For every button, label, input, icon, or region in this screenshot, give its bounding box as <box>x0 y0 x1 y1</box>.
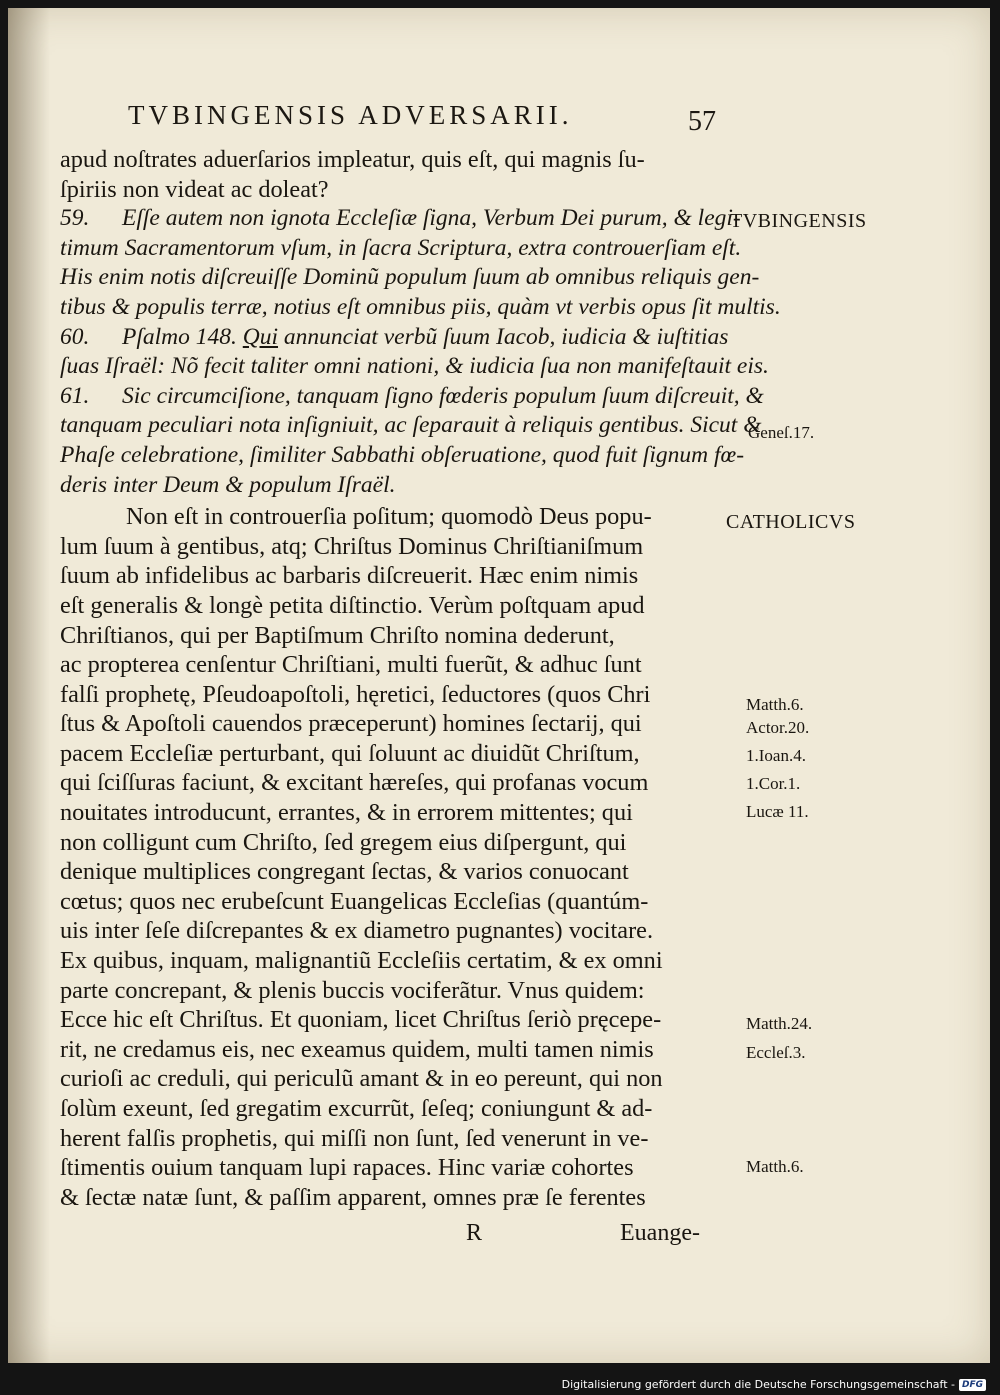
margin-matth6-second: Matth.6. <box>746 1157 804 1176</box>
signature-mark: R <box>466 1220 483 1246</box>
body-line: ac propterea cenſentur Chriſtiani, multi fuerũt, & adhuc ſunt <box>60 651 642 679</box>
body-line: Non eſt in controuerſia poſitum; quomodò Deus popu- <box>126 503 652 531</box>
margin-actor: Actor.20. <box>746 718 810 737</box>
text-line: apud noſtrates aduerſarios impleatur, quis eſt, qui magnis ſu- <box>60 146 645 173</box>
digitization-footer <box>562 1378 986 1391</box>
thesis-line: His enim notis diſcreuiſſe Dominũ populum ſuum ab omnibus reliquis gen- <box>60 264 760 291</box>
body-line: falſi prophetę, Pſeudoapoſtoli, hęretici, ſeductores (quos Chri <box>60 680 651 708</box>
body-line: ſolùm exeunt, ſed gregatim excurrũt, ſeſeq; coniungunt & ad- <box>60 1095 653 1122</box>
body-line: curioſi ac creduli, qui periculũ amant & in eo pereunt, qui non <box>60 1065 663 1093</box>
text-line: ſpiriis non videat ac doleat? <box>60 175 329 203</box>
body-line: Ecce hic eſt Chriſtus. Et quoniam, licet Chriſtus ſeriò pręcepe- <box>60 1006 662 1034</box>
response-block <box>60 502 725 1212</box>
thesis-line: Phaſe celebratione, ſimiliter Sabbathi obſeruatione, quod fuit ſignum fœ- <box>60 441 745 468</box>
margin-genes: Geneſ.17. <box>748 423 815 442</box>
body-line: lum ſuum à gentibus, atq; Chriſtus Dominus Chriſtianiſmum <box>60 532 644 560</box>
footer-text: Digitalisierung gefördert durch die Deutsche Forschungsgemeinschaft - <box>561 1378 955 1391</box>
body-line: ſuum ab infidelibus ac barbaris diſcreuerit. Hæc enim nimis <box>60 562 639 590</box>
margin-catholicus: CATHOLICVS <box>726 511 856 533</box>
body-line: ſtus & Apoſtoli cauendos præceperunt) homines ſectarij, qui <box>60 710 642 738</box>
thesis-number: 60. <box>60 323 90 350</box>
thesis-number: 61. <box>60 382 90 409</box>
thesis-number: 59. <box>60 205 90 232</box>
catchword: Euange- <box>620 1220 700 1246</box>
margin-eccles: Eccleſ.3. <box>746 1043 806 1062</box>
thesis-line: timum Sacramentorum vſum, in ſacra Scriptura, extra controuerſiam eſt. <box>60 234 742 261</box>
body-line: uis inter ſeſe diſcrepantes & ex diametro pugnantes) vocitare. <box>60 917 654 945</box>
body-line: non colligunt cum Chriſto, ſed gregem eius diſpergunt, qui <box>60 828 627 856</box>
thesis-line: 59. Eſſe autem non ignota Eccleſiæ ſigna, Verbum Dei purum, & legi- <box>60 204 725 234</box>
body-line: herent falſis prophetis, qui miſſi non ſunt, ſed venerunt in ve- <box>60 1124 649 1152</box>
margin-lucae: Lucæ 11. <box>746 802 809 821</box>
body-line: pacem Eccleſiæ perturbant, qui ſoluunt ac diuidũt Chriſtum, <box>60 739 640 767</box>
body-line: eſt generalis & longè petita diſtinctio. Verùm poſtquam apud <box>60 591 645 619</box>
body-line: cœtus; quos nec erubeſcunt Euangelicas Eccleſias (quantúm- <box>60 887 649 915</box>
body-line: parte concrepant, & plenis buccis vociferãtur. Vnus quidem: <box>60 976 645 1004</box>
body-line: Ex quibus, inquam, malignantiũ Eccleſiis certatim, & ex omni <box>60 947 663 975</box>
page-fold-shadow <box>8 8 50 1363</box>
margin-matth6: Matth.6. <box>746 695 804 714</box>
thesis-line: tanquam peculiari nota inſigniuit, ac ſeparauit à reliquis gentibus. Sicut & <box>60 412 762 439</box>
body-line: rit, ne credamus eis, nec exeamus quidem, multi tamen nimis <box>60 1035 654 1063</box>
thesis-line: tibus & populis terræ, notius eſt omnibus piis, quàm vt verbis opus ſit multis. <box>60 293 781 320</box>
body-line: denique multiplices congregant ſectas, & varios conuocant <box>60 858 629 886</box>
body-line: nouitates introducunt, errantes, & in errorem mittentes; qui <box>60 799 633 827</box>
page-number: 57 <box>688 106 716 137</box>
thesis-block <box>60 204 781 500</box>
thesis-line: deris inter Deum & populum Iſraël. <box>60 471 396 498</box>
thesis-line: ſuas Iſraël: Nõ fecit taliter omni nationi, & iudicia ſua non manifeſtauit eis. <box>60 353 769 380</box>
margin-cor: 1.Cor.1. <box>746 774 801 793</box>
book-page <box>8 8 990 1363</box>
thesis-line: 61. Sic circumciſione, tanquam ſigno fœderis populum ſuum diſcreuit, & <box>60 382 725 412</box>
running-title: TVBINGENSIS ADVERSARII. <box>128 100 573 130</box>
margin-ioan: 1.Ioan.4. <box>746 746 806 765</box>
body-line: Chriſtianos, qui per Baptiſmum Chriſto nomina dederunt, <box>60 621 615 649</box>
margin-tubingensis: TVBINGENSIS <box>730 210 867 232</box>
body-line: ſtimentis ouium tanquam lupi rapaces. Hinc variæ cohortes <box>60 1154 634 1182</box>
margin-matth24: Matth.24. <box>746 1014 813 1033</box>
body-line: qui ſciſſuras faciunt, & excitant hæreſes, qui profanas vocum <box>60 769 649 797</box>
body-line: & ſectæ natæ ſunt, & paſſim apparent, omnes præ ſe ferentes <box>60 1183 646 1211</box>
thesis-line: 60. Pſalmo 148. Qui annunciat verbũ ſuum Iacob, iudicia & iuſtitias <box>60 323 725 353</box>
dfg-logo: DFG <box>959 1379 986 1391</box>
